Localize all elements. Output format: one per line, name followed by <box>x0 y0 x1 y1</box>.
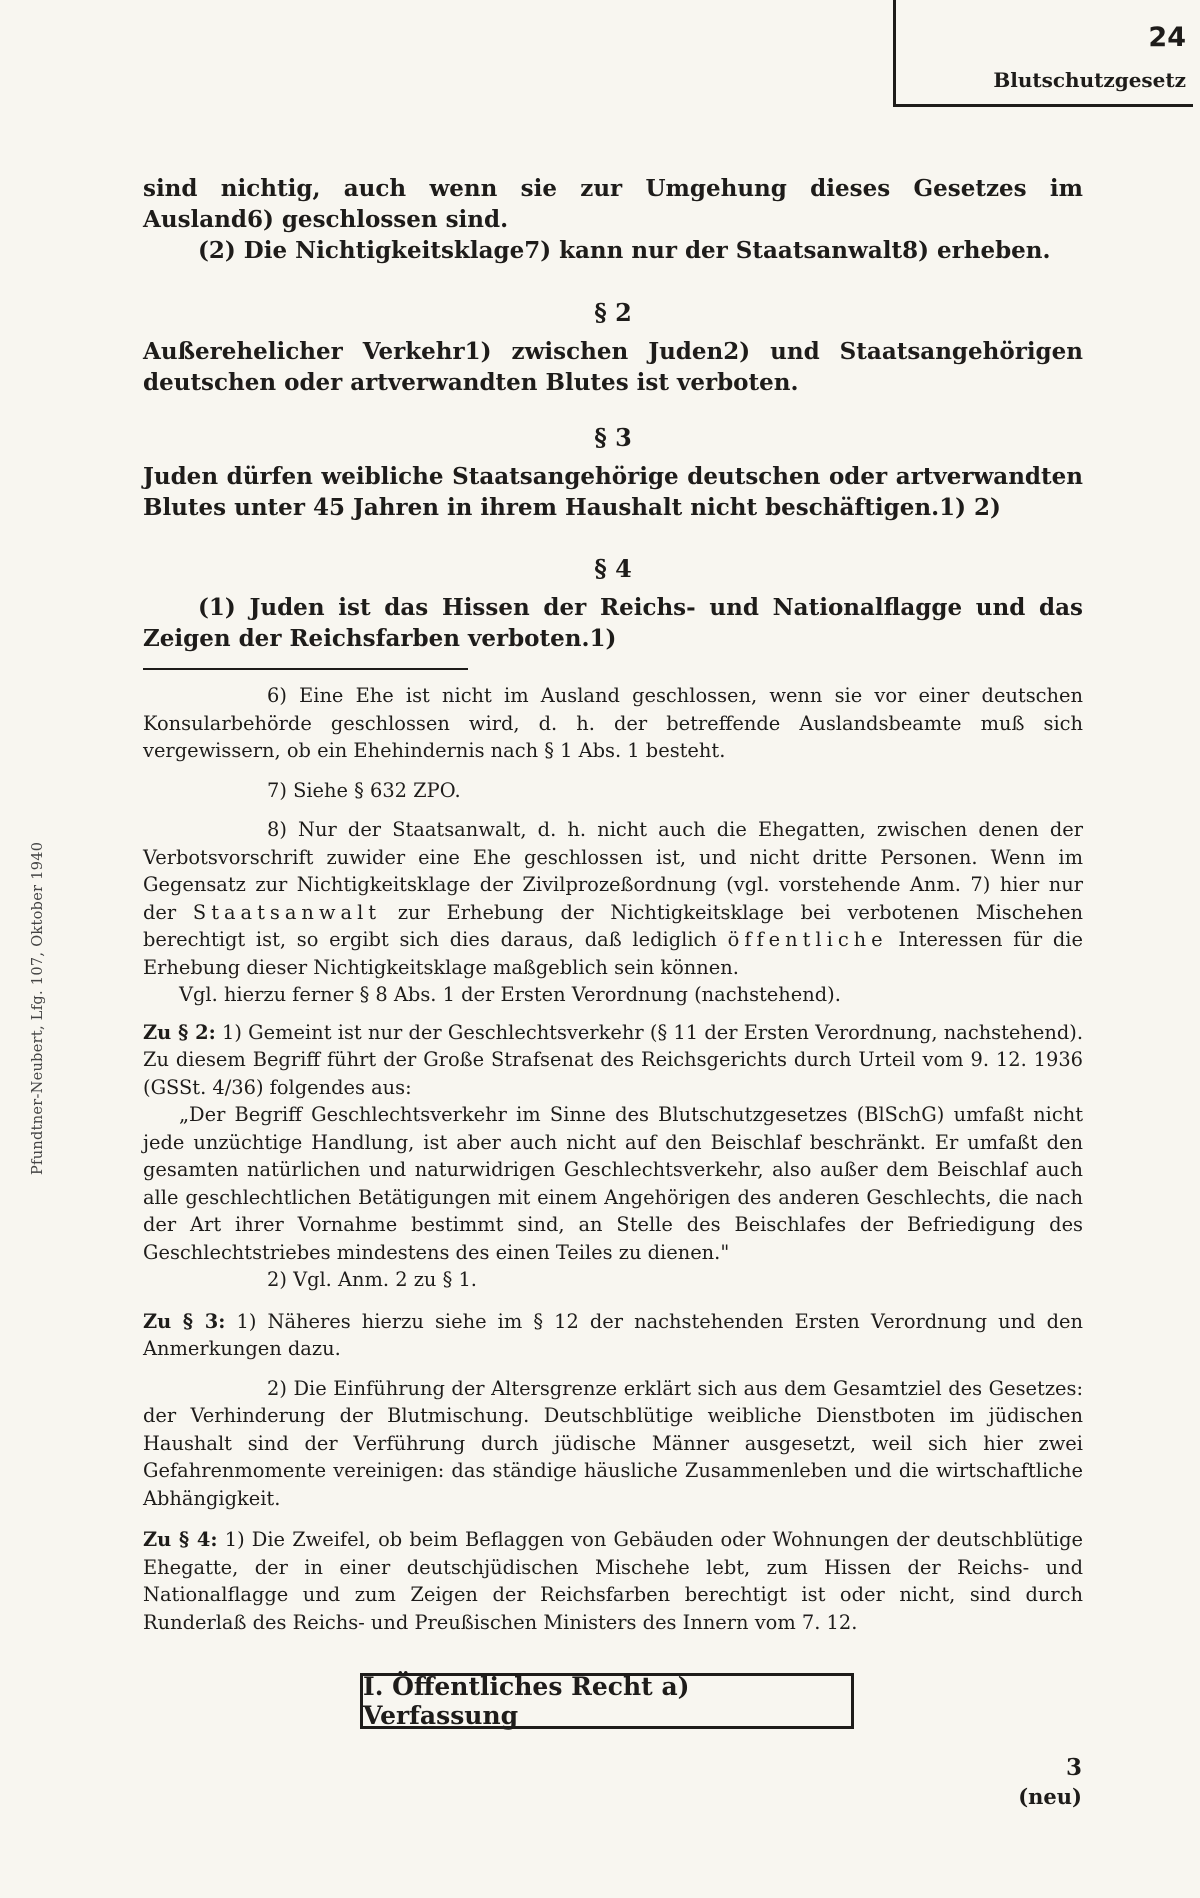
side-publication-note: Pfundtner-Neubert, Lfg. 107, Oktober 1940 <box>30 841 46 1175</box>
section-4-text: (1) Juden ist das Hissen der Reichs- und Nationalflagge und das Zeigen der Reichsfarben verboten.1) <box>143 594 1083 652</box>
footnote-6: 6) Eine Ehe ist nicht im Ausland geschlossen, wenn sie vor einer deutschen Konsularbehörde geschlossen wird, d. h. der betreffende Auslandsbeamte muß sich vergewissern, ob ein Ehehindernis nach § 1 Abs. 1 besteht. <box>143 684 1083 762</box>
note-zu-3-label: Zu § 3: <box>143 1309 226 1333</box>
paragraph-1-continued: sind nichtig, auch wenn sie zur Umgehung dieses Gesetzes im Ausland6) geschlossen sind. <box>143 175 1083 233</box>
note-zu-2-quote: „Der Begriff Geschlechtsverkehr im Sinne des Blutschutzgesetzes (BlSchG) umfaßt nicht jede unzüchtige Handlung, ist aber auch nicht auf den Beischlaf beschränkt. Er umfaßt den gesamten natürlichen und naturwidrigen Geschlechtsverkehr, also außer dem Beischlaf auch alle geschlechtlichen Betätigungen mit einem Angehörigen des anderen Geschlechts, die nach der Art ihrer Vornahme bestimmt sind, an Stelle des Beischlafes der Befriedigung des Geschlechtstriebes mindestens des einen Teiles zu dienen." <box>143 1103 1083 1264</box>
main-text <box>143 173 1083 266</box>
footnote-8-oeffentliche: öffentliche <box>727 928 888 951</box>
footnote-7: 7) Siehe § 632 ZPO. <box>267 778 461 802</box>
footnote-8-part-a: 8) Nur der Staatsanwalt, d. h. nicht auch die Ehegatten, zwischen denen der Verbotsvorschrift zuwider eine Ehe geschlossen ist, und nicht dritte Personen. Wenn im Gegensatz zur Nichtigkeitsklage der Zivilprozeßordnung (vgl. vorstehende Anm. 7) hier nur der <box>143 818 1083 924</box>
footnote-8 <box>143 816 1083 981</box>
note-zu-2-fn2: 2) Vgl. Anm. 2 zu § 1. <box>267 1268 477 1291</box>
section-2-heading: § 2 <box>594 298 632 327</box>
paragraph-1-2: (2) Die Nichtigkeitsklage7) kann nur der Staatsanwalt8) erheben. <box>198 237 1051 264</box>
note-zu-4 <box>143 1526 1083 1636</box>
footnotes <box>143 682 1083 1636</box>
page-number: 24 <box>1148 22 1186 53</box>
header-title: Blutschutzgesetz <box>993 68 1186 92</box>
note-zu-3 <box>143 1308 1083 1363</box>
section-3-heading: § 3 <box>594 423 632 452</box>
note-zu-2-label: Zu § 2: <box>143 1020 216 1044</box>
note-zu-2 <box>143 1019 1083 1102</box>
header-rule <box>893 104 1193 107</box>
note-zu-4-label: Zu § 4: <box>143 1528 218 1551</box>
footnote-divider <box>143 668 468 670</box>
footer-sheet-number: 3 <box>1065 1754 1082 1781</box>
page-header <box>893 0 1196 107</box>
footnote-8-part-c: Interessen für die Erhebung dieser Nichtigkeitsklage maßgeblich sein können. <box>143 928 1083 979</box>
note-zu-3-text: 1) Näheres hierzu siehe im § 12 der nachstehenden Ersten Verordnung und den Anmerkungen dazu. <box>143 1309 1083 1360</box>
section-2-text: Außerehelicher Verkehr1) zwischen Juden2) und Staatsangehörigen deutschen oder artverwandten Blutes ist verboten. <box>143 338 1083 396</box>
footnote-8-part-b: zur Erhebung der Nichtigkeitsklage bei verbotenen Mischehen berechtigt ist, so ergibt sich dies daraus, daß lediglich <box>143 900 1083 951</box>
footnote-8-vgl: Vgl. hierzu ferner § 8 Abs. 1 der Ersten Verordnung (nachstehend). <box>179 983 841 1006</box>
section-3-text: Juden dürfen weibliche Staatsangehörige deutschen oder artverwandten Blutes unter 45 Jahren in ihrem Haushalt nicht beschäftigen.1) 2) <box>143 463 1083 521</box>
note-zu-3-fn2: 2) Die Einführung der Altersgrenze erklärt sich aus dem Gesamtziel des Gesetzes: der Verhinderung der Blutmischung. Deutschblütige weibliche Dienstboten im jüdischen Haushalt sind der Verführung durch jüdische Männer ausgesetzt, weil sich hier zwei Gefahrenmomente vereinigen: das ständige häusliche Zusammenleben und die wirtschaftliche Abhängigkeit. <box>143 1376 1083 1510</box>
footnote-8-staatsanwalt: Staatsanwalt <box>192 900 382 924</box>
section-label-box: I. Öffentliches Recht a) Verfassung <box>360 1673 854 1729</box>
footer-neu-label: (neu) <box>1018 1784 1082 1809</box>
note-zu-4-text: 1) Die Zweifel, ob beim Beflaggen von Gebäuden oder Wohnungen der deutschblütige Ehegatte, der in einer deutschjüdischen Mischehe lebt, zum Hissen der Reichs- und Nationalflagge und zum Zeigen der Reichsfarben berechtigt ist oder nicht, sind durch Runderlaß des Reichs- und Preußischen Ministers des Innern vom 7. 12. <box>143 1528 1084 1634</box>
note-zu-2-text: 1) Gemeint ist nur der Geschlechtsverkehr (§ 11 der Ersten Verordnung, nachstehend). Zu diesem Begriff führt der Große Strafsenat des Reichsgerichts durch Urteil vom 9. 12. 1936 (GSSt. 4/36) folgendes aus: <box>143 1020 1083 1099</box>
section-4-heading: § 4 <box>594 554 632 583</box>
